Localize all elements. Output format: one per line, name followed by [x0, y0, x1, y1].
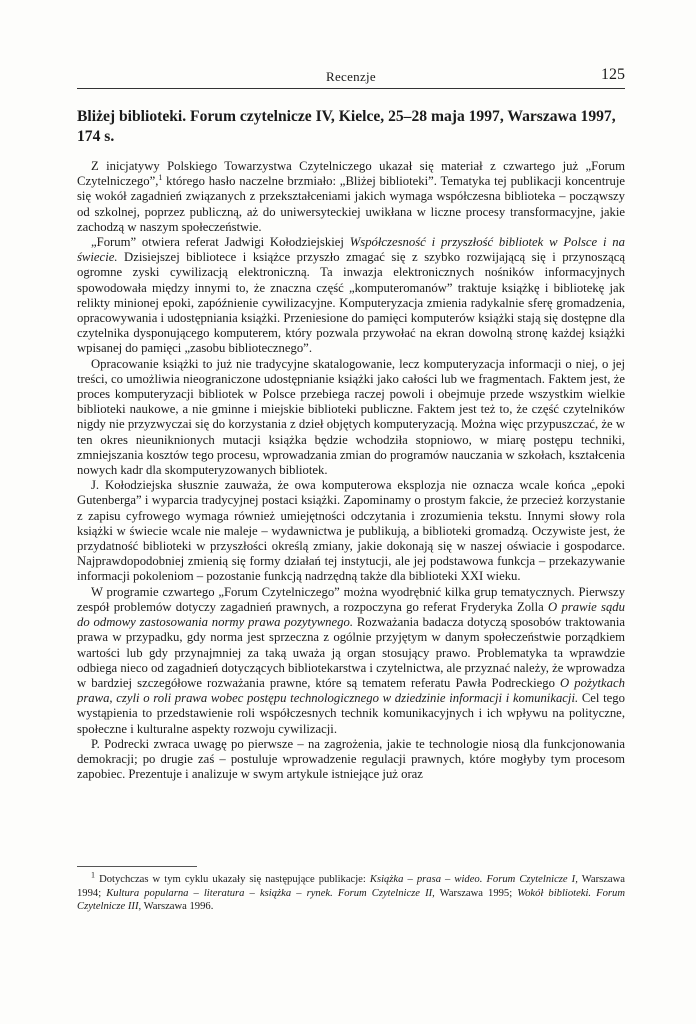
paragraph-2 [77, 235, 625, 357]
cited-title: Książka – prasa – wideo. Forum Czytelnicze I, [369, 874, 578, 885]
footnote-reference: 1 [158, 172, 163, 182]
paragraph-text: W programie czwartego „Forum Czytelniczego” można wyodrębnić kilka grup tematycznych. Pierwszy zespół problemów dotyczy zagadnień prawnych, a rozpoczyna go referat Fryderyka Zolla [77, 584, 625, 614]
footnote-text: Warszawa 1996. [141, 901, 214, 912]
paragraph-text: Dzisiejszej bibliotece i książce przyszło zmagać się z szybko rozwijającą się i przynoszącą ogromne zyski cywilizacją elektroniczną. Ta inwazja elektronicznych nośników informacyjnych spowodowała między innymi to, że znaczna część „komputeromanów” traktuje książkę i bibliotekę jak relikty minionej epoki, zapóźnienie cywilizacyjne. Komputeryzacja zmienia radykalnie sferę gromadzenia, opracowywania i udostępniania książki. Przeniesione do pamięci komputerów książki stają się dostępne dla czytelnika dysponującego komputerem, który pozwala przywołać na ekran dowolną stronę każdej książki wpisanej do pamięci „zasobu bibliotecznego”. [77, 250, 625, 356]
cited-title: Współczesność i przyszłość bibliotek w Polsce i na świecie. [77, 235, 625, 265]
paragraph-4: J. Kołodziejska słusznie zauważa, że owa komputerowa eksplozja nie oznacza wcale końca „epoki Gutenberga” i wyparcia tradycyjnej postaci książki. Zapominamy o prostym fakcie, że przecież korzystanie z zapisu cyfrowego wymaga również umiejętności odczytania i zrozumienia tekstu. Innymi słowy rola książki w świecie wcale nie maleje – wydawnictwa je publikują, a biblioteki gromadzą. Oczywiste jest, że przydatność biblioteki w przyszłości określą zmiany, jakie dokonają się w naszej oświacie i gospodarce. Najprawdopodobniej zmienią się formy działań tej instytucji, ale jej podstawowa funkcja – przekazywanie informacji pokoleniom – pozostanie funkcją nadrzędną także dla biblioteki XXI wieku. [77, 478, 625, 584]
paragraph-5 [77, 585, 625, 737]
cited-title: Wokół biblioteki. Forum Czytelnicze III, [77, 887, 626, 912]
footnote-marker: 1 [91, 870, 95, 880]
footnote-text: Warszawa 1994; [77, 874, 625, 899]
page-number: 125 [601, 66, 625, 83]
paragraph-1 [77, 159, 625, 235]
paragraph-text: Cel tego wystąpienia to przedstawienie roli współczesnych technik komunikacyjnych i ich wpływu na polityczne, społeczne i kulturalne aspekty rozwoju cywilizacji. [77, 691, 625, 736]
article-body [77, 159, 625, 782]
cited-title: Kultura popularna – literatura – książka – rynek. Forum Czytelnicze II, [106, 887, 435, 899]
paragraph-text: którego hasło naczelne brzmiało: „Bliżej biblioteki”. Tematyka tej publikacji koncentruje się wokół zagadnień związanych z przekształceniami jakich wymaga współczesna biblioteka – począwszy od szkolnej, poprzez publiczną, aż do uniwersyteckiej uwikłana w liczne procesy transformacyjne, jakie zachodzą w naszym społeczeństwie. [77, 174, 625, 234]
paragraph-6: P. Podrecki zwraca uwagę po pierwsze – na zagrożenia, jakie te technologie niosą dla funkcjonowania demokracji; po drugie zaś – postuluje wprowadzenie regulacji prawnych, które mogłyby tym procesom zapobiec. Prezentuje i analizuje w swym artykule istniejące już oraz [77, 736, 625, 782]
footnote [77, 870, 626, 914]
paragraph-text: „Forum” otwiera referat Jadwigi Kołodziejskiej [91, 235, 350, 250]
cited-title: O pożytkach prawa, czyli o roli prawa wobec postępu technologicznego w dziedzinie informacji i komunikacji. [77, 675, 625, 706]
footnote-divider [77, 866, 197, 867]
footnote-text: Dotychczas w tym cyklu ukazały się następujące publikacje: [95, 874, 370, 885]
paragraph-text: Rozważania badacza dotyczą sposobów traktowania prawa w przypadku, gdy norma jest sprzeczna z ogólnie przyjętym w danym społeczeństwie porządkiem wartości lub gdy przynajmniej za taką uważa ją organ stosujący prawo. Problematyka ta wprawdzie odbiega nieco od zagadnień dotyczących bibliotekarstwa i czytelnictwa, ale przyznać należy, że wprowadza w bardziej szczegółowe rozważania prawne, które są tematem referatu Pawła Podreckiego [77, 615, 626, 690]
article-title: Bliżej biblioteki. Forum czytelnicze IV, Kielce, 25–28 maja 1997, Warszawa 1997, 174 s. [77, 108, 616, 145]
paragraph-text: Z inicjatywy Polskiego Towarzystwa Czytelniczego ukazał się materiał z czwartego już „Forum Czytelniczego”, [77, 159, 625, 189]
paragraph-3: Opracowanie książki to już nie tradycyjne skatalogowanie, lecz komputeryzacja informacji o niej, o jej treści, co umożliwia nieograniczone udostępnianie książki jako całości lub we fragmentach. Faktem jest, że proces komputeryzacji bibliotek w Polsce przebiega raczej powoli i obejmuje przede wszystkim wielkie biblioteki naukowe, a nie gminne i miejskie biblioteki publiczne. Faktem jest też to, że część czytelników nigdy nie przyzwyczai się do korzystania z dzieł objętych komputeryzacją. Można więc przypuszczać, że w ten okres nieuniknionych mutacji książka będzie wchodziła stopniowo, w miarę postępu techniki, zmniejszania kosztów tego procesu, wprowadzania zmian do programów nauczania w szkołach, kształcenia nowych kadr dla skomputeryzowanych bibliotek. [77, 356, 625, 478]
cited-title: O prawie sądu do odmowy zastosowania normy prawa pozytywnego. [77, 599, 625, 630]
footnote-text: Warszawa 1995; [434, 887, 518, 899]
running-title: Recenzje [325, 69, 377, 84]
running-header [77, 66, 625, 89]
